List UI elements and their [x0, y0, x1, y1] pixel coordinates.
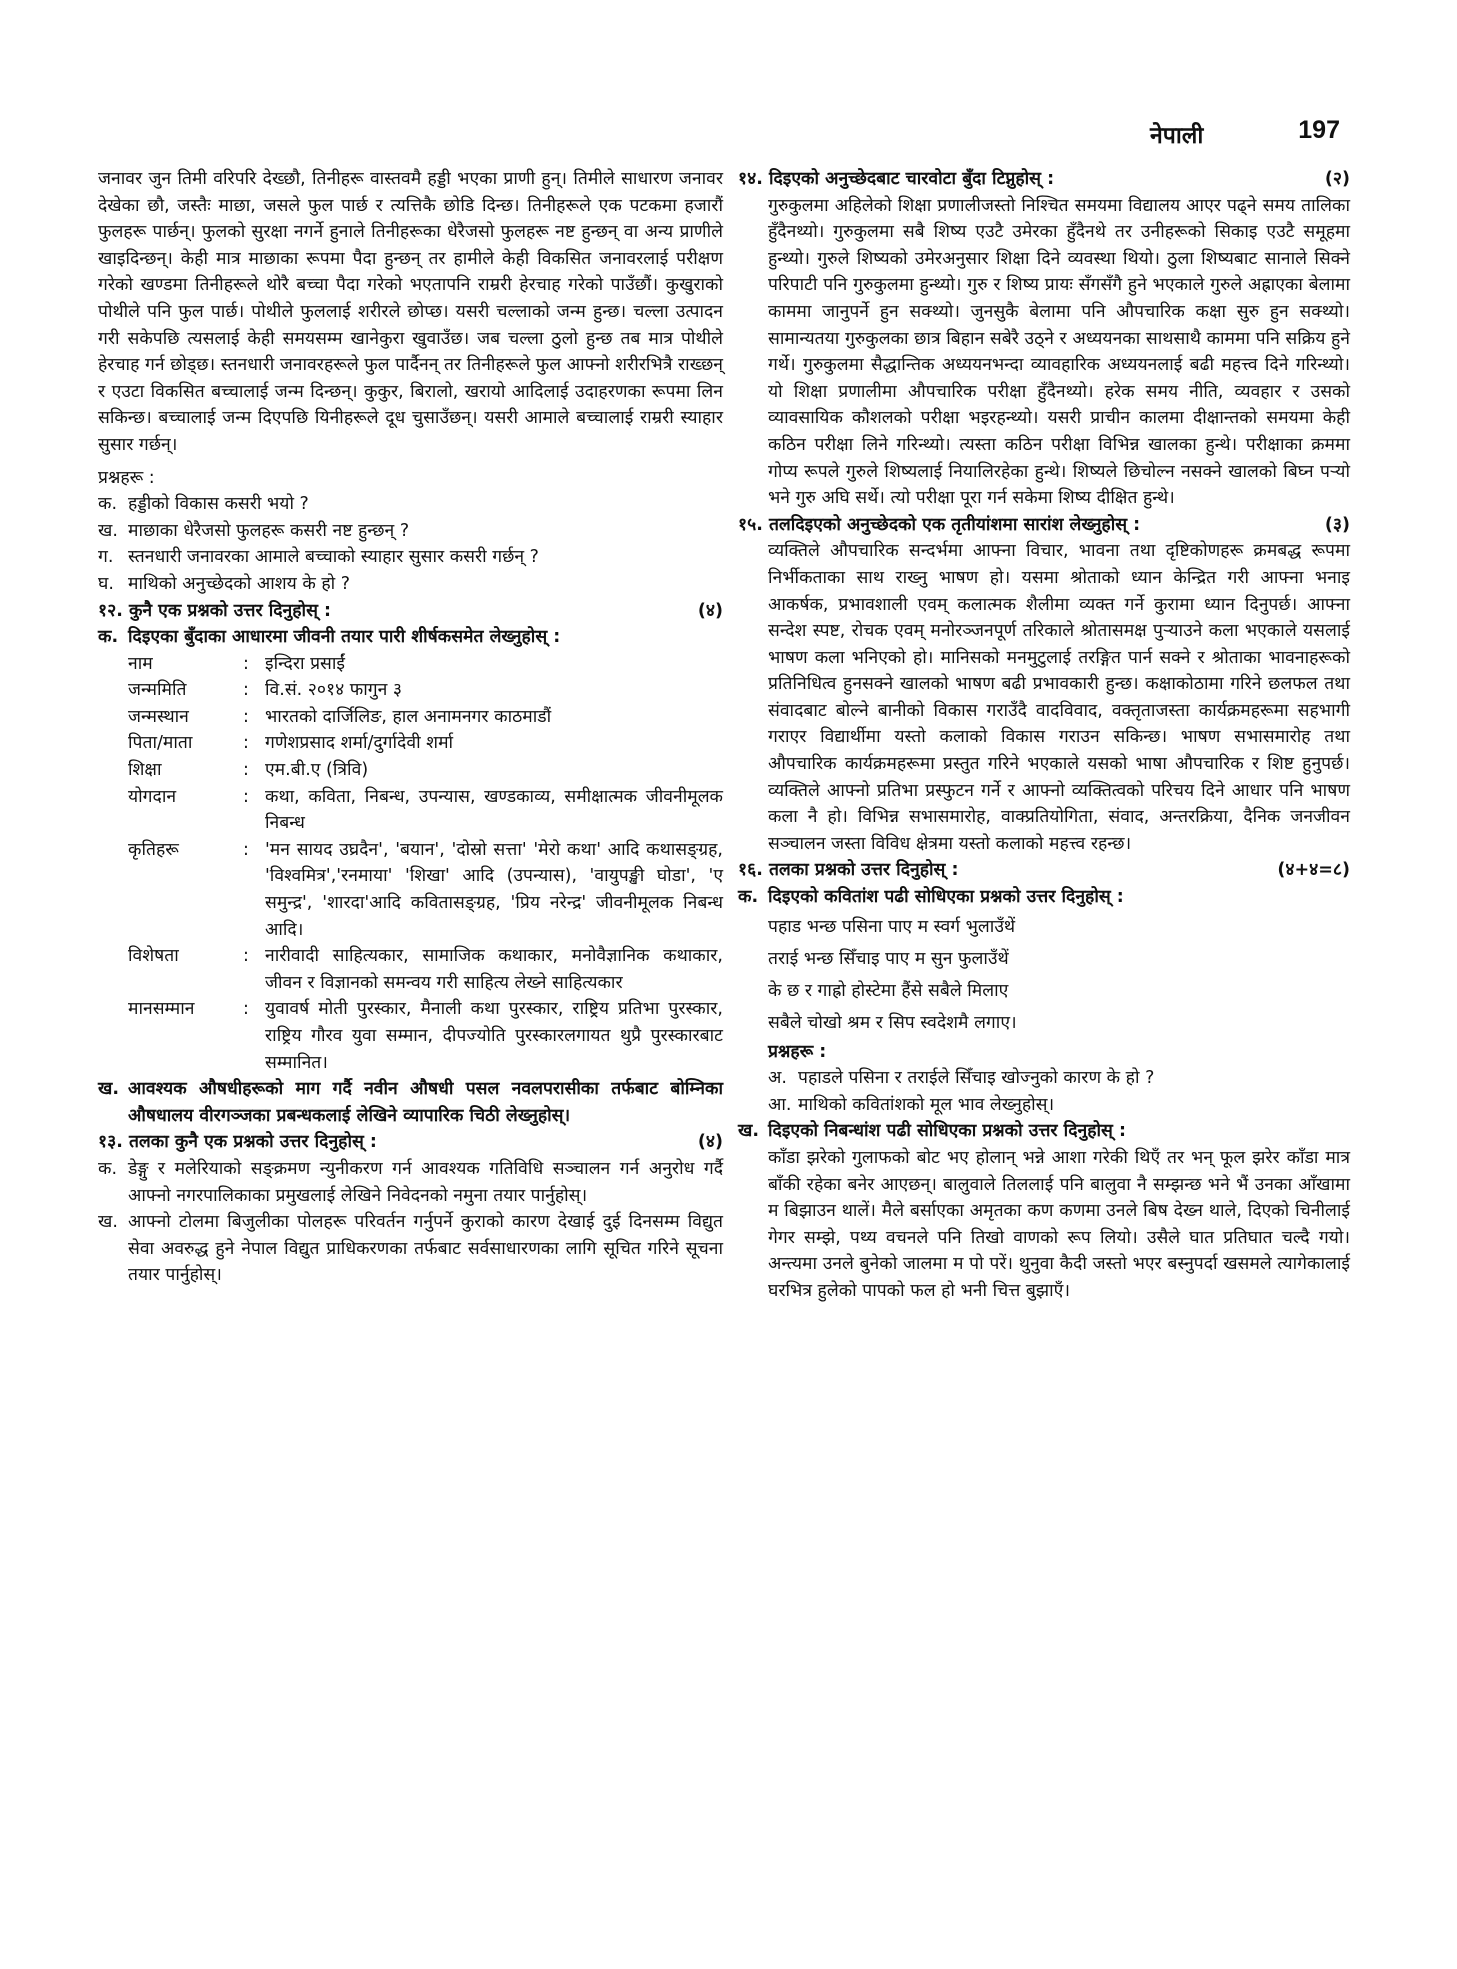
biography-table — [128, 651, 723, 1077]
table-row: मानसम्मान : युवावर्ष मोती पुरस्कार, मैनाली कथा पुरस्कार, राष्ट्रिय प्रतिभा पुरस्कार, राष्ट्रिय गौरव युवा सम्मान, दीपज्योति पुरस्कारलगायत थुप्रै पुरस्कारबाट सम्मानित। — [128, 999, 723, 1073]
question-12a: क. दिइएका बुँदाका आधारमा जीवनी तयार पारी शीर्षकसमेत लेख्नुहोस् : — [98, 627, 561, 648]
question-12-heading: १२. कुनै एक प्रश्नको उत्तर दिनुहोस् : (४) — [98, 598, 723, 625]
list-item: घ. माथिको अनुच्छेदको आशय के हो ? — [98, 573, 351, 594]
question-16b-passage: काँडा झरेको गुलाफको बोट भए होलान् भन्ने आशा गरेकी थिएँ तर भन् फूल झरेर काँडा मात्र बाँकी रहेका बनेर आएछन्। बालुवाले तिललाई पनि बालुवा नै सम्झन्छ भने भैं उनका आँखामा म बिझाउन थालें। मैले बर्साएका अमृतका कण कणमा उनले बिष देख्न थाले, दिएको चिनीलाई गेगर सम्झे, पथ्य वचनले पनि तिखो वाणको रूप लियो। उसैले घात प्रतिघात चल्दै गयो। अन्त्यमा उनले बुनेको जालमा म पो परें। थुनुवा कैदी जस्तो भएर बस्नुपर्दा खसमले त्यागेकालाई घरभित्र हुलेको पापको फल हो भनी चित्त बुझाएँ। — [768, 1148, 1350, 1301]
question-12b: ख. आवश्यक औषधीहरूको माग गर्दै नवीन औषधी पसल नवलपरासीका तर्फबाट बोम्निका औषधालय वीरगञ्जका प्रबन्धकलाई लेखिने व्यापारिक चिठी लेख्नुहोस्। — [98, 1079, 723, 1126]
table-row: कृतिहरू : 'मन सायद उघ्रदैन', 'बयान', 'दोस्रो सत्ता' 'मेरो कथा' आदि कथासङ्ग्रह, 'विश्वमित्र','रनमाया' 'शिखा' आदि (उपन्यास), 'वायुपङ्खी घोडा', 'ए समुन्द्र', 'शारदा'आदि कवितासङ्ग्रह, 'प्रिय नरेन्द्र' जीवनीमूलक निबन्ध आदि। — [128, 839, 723, 940]
question-15-passage: व्यक्तिले औपचारिक सन्दर्भमा आफ्ना विचार, भावना तथा दृष्टिकोणहरू क्रमबद्ध रूपमा निर्भीकताका साथ राख्नु भाषण हो। यसमा श्रोताको ध्यान केन्द्रित गरी आफ्ना भनाइ आकर्षक, प्रभावशाली एवम् कलात्मक शैलीमा व्यक्त गर्ने कुरामा ध्यान दिनुपर्छ। आफ्ना सन्देश स्पष्ट, रोचक एवम् मनोरञ्जनपूर्ण तरिकाले श्रोतासमक्ष पुऱ्याउने कला भएकाले यसलाई भाषण कला भनिएको हो। मानिसको मनमुटुलाई तरङ्गित पार्न सक्ने र श्रोताका भावनाहरूको प्रतिनिधित्व हुनसक्ने खालको भाषण बढी प्रभावकारी हुन्छ। कक्षाकोठामा गरिने छलफल तथा संवादबाट बोल्ने बानीको विकास गराउँदै वादविवाद, वक्तृताजस्ता कार्यक्रमहरूमा सहभागी गराएर विद्यार्थीमा यस्तो कलाको विकास गराउन सकिन्छ। भाषण सभासमारोह तथा औपचारिक कार्यक्रमहरूमा प्रस्तुत गरिने भएकाले यसको भाषा औपचारिक र शिष्ट हुनुपर्छ। व्यक्तिले आफ्नो प्रतिभा प्रस्फुटन गर्ने र आफ्नो व्यक्तित्वको परिचय दिने आधार पनि भाषण कला नै हो। विभिन्न सभासमारोह, वाक्प्रतियोगिता, संवाद, अन्तरक्रिया, दैनिक जनजीवन सञ्चालन जस्ता विविध क्षेत्रमा यस्तो कलाको महत्त्व रहन्छ। — [768, 541, 1350, 854]
passage-text: जनावर जुन तिमी वरिपरि देख्छौ, तिनीहरू वास्तवमै हड्डी भएका प्राणी हुन्। तिमीले साधारण जनावर देखेका छौ, जस्तैः माछा, जसले फुल पार्छ र त्यत्तिकै छोडि दिन्छ। तिनीहरूले एक पटकमा हजारौं फुलहरू पार्छन्। फुलको सुरक्षा नगर्ने हुनाले तिनीहरूका धेरैजसो फुलहरू नष्ट हुन्छन् वा अन्य प्राणीले खाइदिन्छन्। केही मात्र माछाका रूपमा पैदा हुन्छन् तर हामीले केही विकसित जनावरलाई परीक्षण गरेको खण्डमा तिनीहरूले थोरै बच्चा पैदा गरेको भएतापनि राम्ररी हेरचाह गरेको पाउँछौं। कुखुराको पोथीले पनि फुल पार्छ। पोथीले फुललाई शरीरले छोप्छ। यसरी चल्लाको जन्म हुन्छ। चल्ला उत्पादन गरी सकेपछि त्यसलाई केही समयसम्म खानेकुरा खुवाउँछ। जब चल्ला ठुलो हुन्छ तब मात्र पोथीले हेरचाह गर्न छोड्छ। स्तनधारी जनावरहरूले फुल पार्दैनन् तर तिनीहरूले फुल आफ्नो शरीरभित्रै राख्छन् र एउटा विकसित बच्चालाई जन्म दिन्छन्। कुकुर, बिरालो, खरायो आदिलाई उदाहरणका रूपमा लिन सकिन्छ। बच्चालाई जन्म दिएपछि यिनीहरूले दूध चुसाउँछन्। यसरी आमाले बच्चालाई राम्ररी स्याहार सुसार गर्छन्। — [98, 169, 723, 455]
poem-line: के छ र गाह्रो होस्टेमा हैंसे सबैले मिलाए — [768, 980, 1009, 1001]
marks: (२) — [1324, 169, 1350, 189]
table-row: योगदान : कथा, कविता, निबन्ध, उपन्यास, खण्डकाव्य, समीक्षात्मक जीवनीमूलक निबन्ध — [128, 786, 723, 834]
right-column — [738, 166, 1350, 1305]
table-row: शिक्षा : एम.बी.ए (त्रिवि) — [128, 760, 369, 781]
list-item: अ. पहाडले पसिना र तराईले सिँचाइ खोज्नुको कारण के हो ? — [768, 1068, 1155, 1089]
question-14-passage: गुरुकुलमा अहिलेको शिक्षा प्रणालीजस्तो निश्चित समयमा विद्यालय आएर पढ्ने समय तालिका हुँदैनथ्यो। गुरुकुलमा सबै शिष्य एउटै उमेरका हुँदैनथे तर उनीहरूको सिकाइ एउटै समूहमा हुन्थ्यो। गुरुले शिष्यको उमेरअनुसार शिक्षा दिने व्यवस्था थियो। ठुला शिष्यबाट सानाले सिक्ने परिपाटी पनि गुरुकुलमा हुन्थ्यो। गुरु र शिष्य प्रायः सँगसँगै हुने भएकाले गुरुले अह्राएका बेलामा काममा जानुपर्ने हुन सक्थ्यो। जुनसुकै बेलामा पनि औपचारिक कक्षा सुरु हुन सक्थ्यो। सामान्यतया गुरुकुलका छात्र बिहान सबेरै उठ्ने र अध्ययनका साथसाथै काममा पनि सक्रिय हुने गर्थे। गुरुकुलमा सैद्धान्तिक अध्ययनभन्दा व्यावहारिक अध्ययनलाई बढी महत्त्व दिने गरिन्थ्यो। यो शिक्षा प्रणालीमा औपचारिक परीक्षा हुँदैनथ्यो। हरेक समय नीति, व्यवहार र उसको व्यावसायिक कौशलको परीक्षा भइरहन्थ्यो। यसरी प्राचीन कालमा दीक्षान्तको समयमा केही कठिन परीक्षा लिने गरिन्थ्यो। त्यस्ता कठिन परीक्षा विभिन्न खालका हुन्थे। परीक्षाका क्रममा गोप्य रूपले गुरुले शिष्यलाई नियालिरहेका हुन्थे। शिष्यले छिचोल्न नसक्ने खालको बिघ्न पर्‍यो भने गुरु अघि सर्थे। त्यो परीक्षा पूरा गर्न सकेमा शिष्य दीक्षित हुन्थे। — [768, 195, 1350, 509]
marks: (४+४=८) — [1277, 860, 1350, 881]
question-16a: क. दिइएको कवितांश पढी सोधिएका प्रश्नको उत्तर दिनुहोस् : — [738, 887, 1124, 908]
question-16b: ख. दिइएको निबन्धांश पढी सोधिएका प्रश्नको उत्तर दिनुहोस् : — [738, 1121, 1126, 1142]
poem-line: पहाड भन्छ पसिना पाए म स्वर्ग भुलाउँथें — [768, 916, 1016, 937]
poem-line: तराई भन्छ सिँचाइ पाए म सुन फुलाउँथें — [768, 948, 1009, 969]
question-13a: क. डेङ्गु र मलेरियाको सङ्क्रमण न्युनीकरण गर्न आवश्यक गतिविधि सञ्चालन गर्न अनुरोध गर्दै आफ्नो नगरपालिकाका प्रमुखलाई लेखिने निवेदनको नमुना तयार पार्नुहोस्। — [98, 1158, 723, 1206]
left-column — [98, 166, 723, 1289]
question-13-heading: १३. तलका कुनै एक प्रश्नको उत्तर दिनुहोस् : (४) — [98, 1129, 723, 1156]
subject-title: नेपाली — [1150, 123, 1204, 149]
question-15-heading: १५. तलदिइएको अनुच्छेदको एक तृतीयांशमा सारांश लेख्नुहोस् : (३) — [738, 512, 1350, 539]
table-row: पिता/माता : गणेशप्रसाद शर्मा/दुर्गादेवी शर्मा — [128, 733, 454, 754]
marks: (३) — [1324, 514, 1350, 535]
marks: (४) — [697, 600, 723, 621]
marks: (४) — [697, 1132, 723, 1153]
poem — [738, 911, 1350, 1039]
page-number: 197 — [1298, 116, 1340, 144]
poem-questions-label: प्रश्नहरू : — [768, 1041, 827, 1062]
list-item: ख. माछाका धेरैजसो फुलहरू कसरी नष्ट हुन्छन् ? — [98, 520, 410, 541]
table-row: जन्ममिति : वि.सं. २०१४ फागुन ३ — [128, 680, 402, 701]
table-row: नाम : इन्दिरा प्रसाईं — [128, 653, 345, 674]
page-header — [1150, 118, 1340, 158]
questions-label: प्रश्नहरू : — [98, 467, 155, 488]
table-row: जन्मस्थान : भारतको दार्जिलिङ, हाल अनामनगर काठमाडौं — [128, 706, 552, 727]
question-13b: ख. आफ्नो टोलमा बिजुलीका पोलहरू परिवर्तन गर्नुपर्ने कुराको कारण देखाई दुई दिनसम्म विद्युत सेवा अवरुद्ध हुने नेपाल विद्युत प्राधिकरणका तर्फबाट सर्वसाधारणका लागि सूचित गरिने सूचना तयार पार्नुहोस्। — [98, 1212, 723, 1286]
poem-line: सबैले चोखो श्रम र सिप स्वदेशमै लगाए। — [768, 1012, 1017, 1033]
question-16-heading: १६. तलका प्रश्नको उत्तर दिनुहोस् : (४+४=८) — [738, 857, 1350, 884]
list-item: ग. स्तनधारी जनावरका आमाले बच्चाको स्याहार सुसार कसरी गर्छन् ? — [98, 547, 539, 568]
list-item: क. हड्डीको विकास कसरी भयो ? — [98, 494, 309, 515]
table-row: विशेषता : नारीवादी साहित्यकार, सामाजिक कथाकार, मनोवैज्ञानिक कथाकार, जीवन र विज्ञानको समन्वय गरी साहित्य लेख्ने साहित्यकार — [128, 946, 723, 993]
question-14-heading: १४. दिइएको अनुच्छेदबाट चारवोटा बुँदा टिप्नुहोस् : (२) — [738, 166, 1350, 193]
list-item: आ. माथिको कवितांशको मूल भाव लेख्नुहोस्। — [768, 1094, 1055, 1115]
